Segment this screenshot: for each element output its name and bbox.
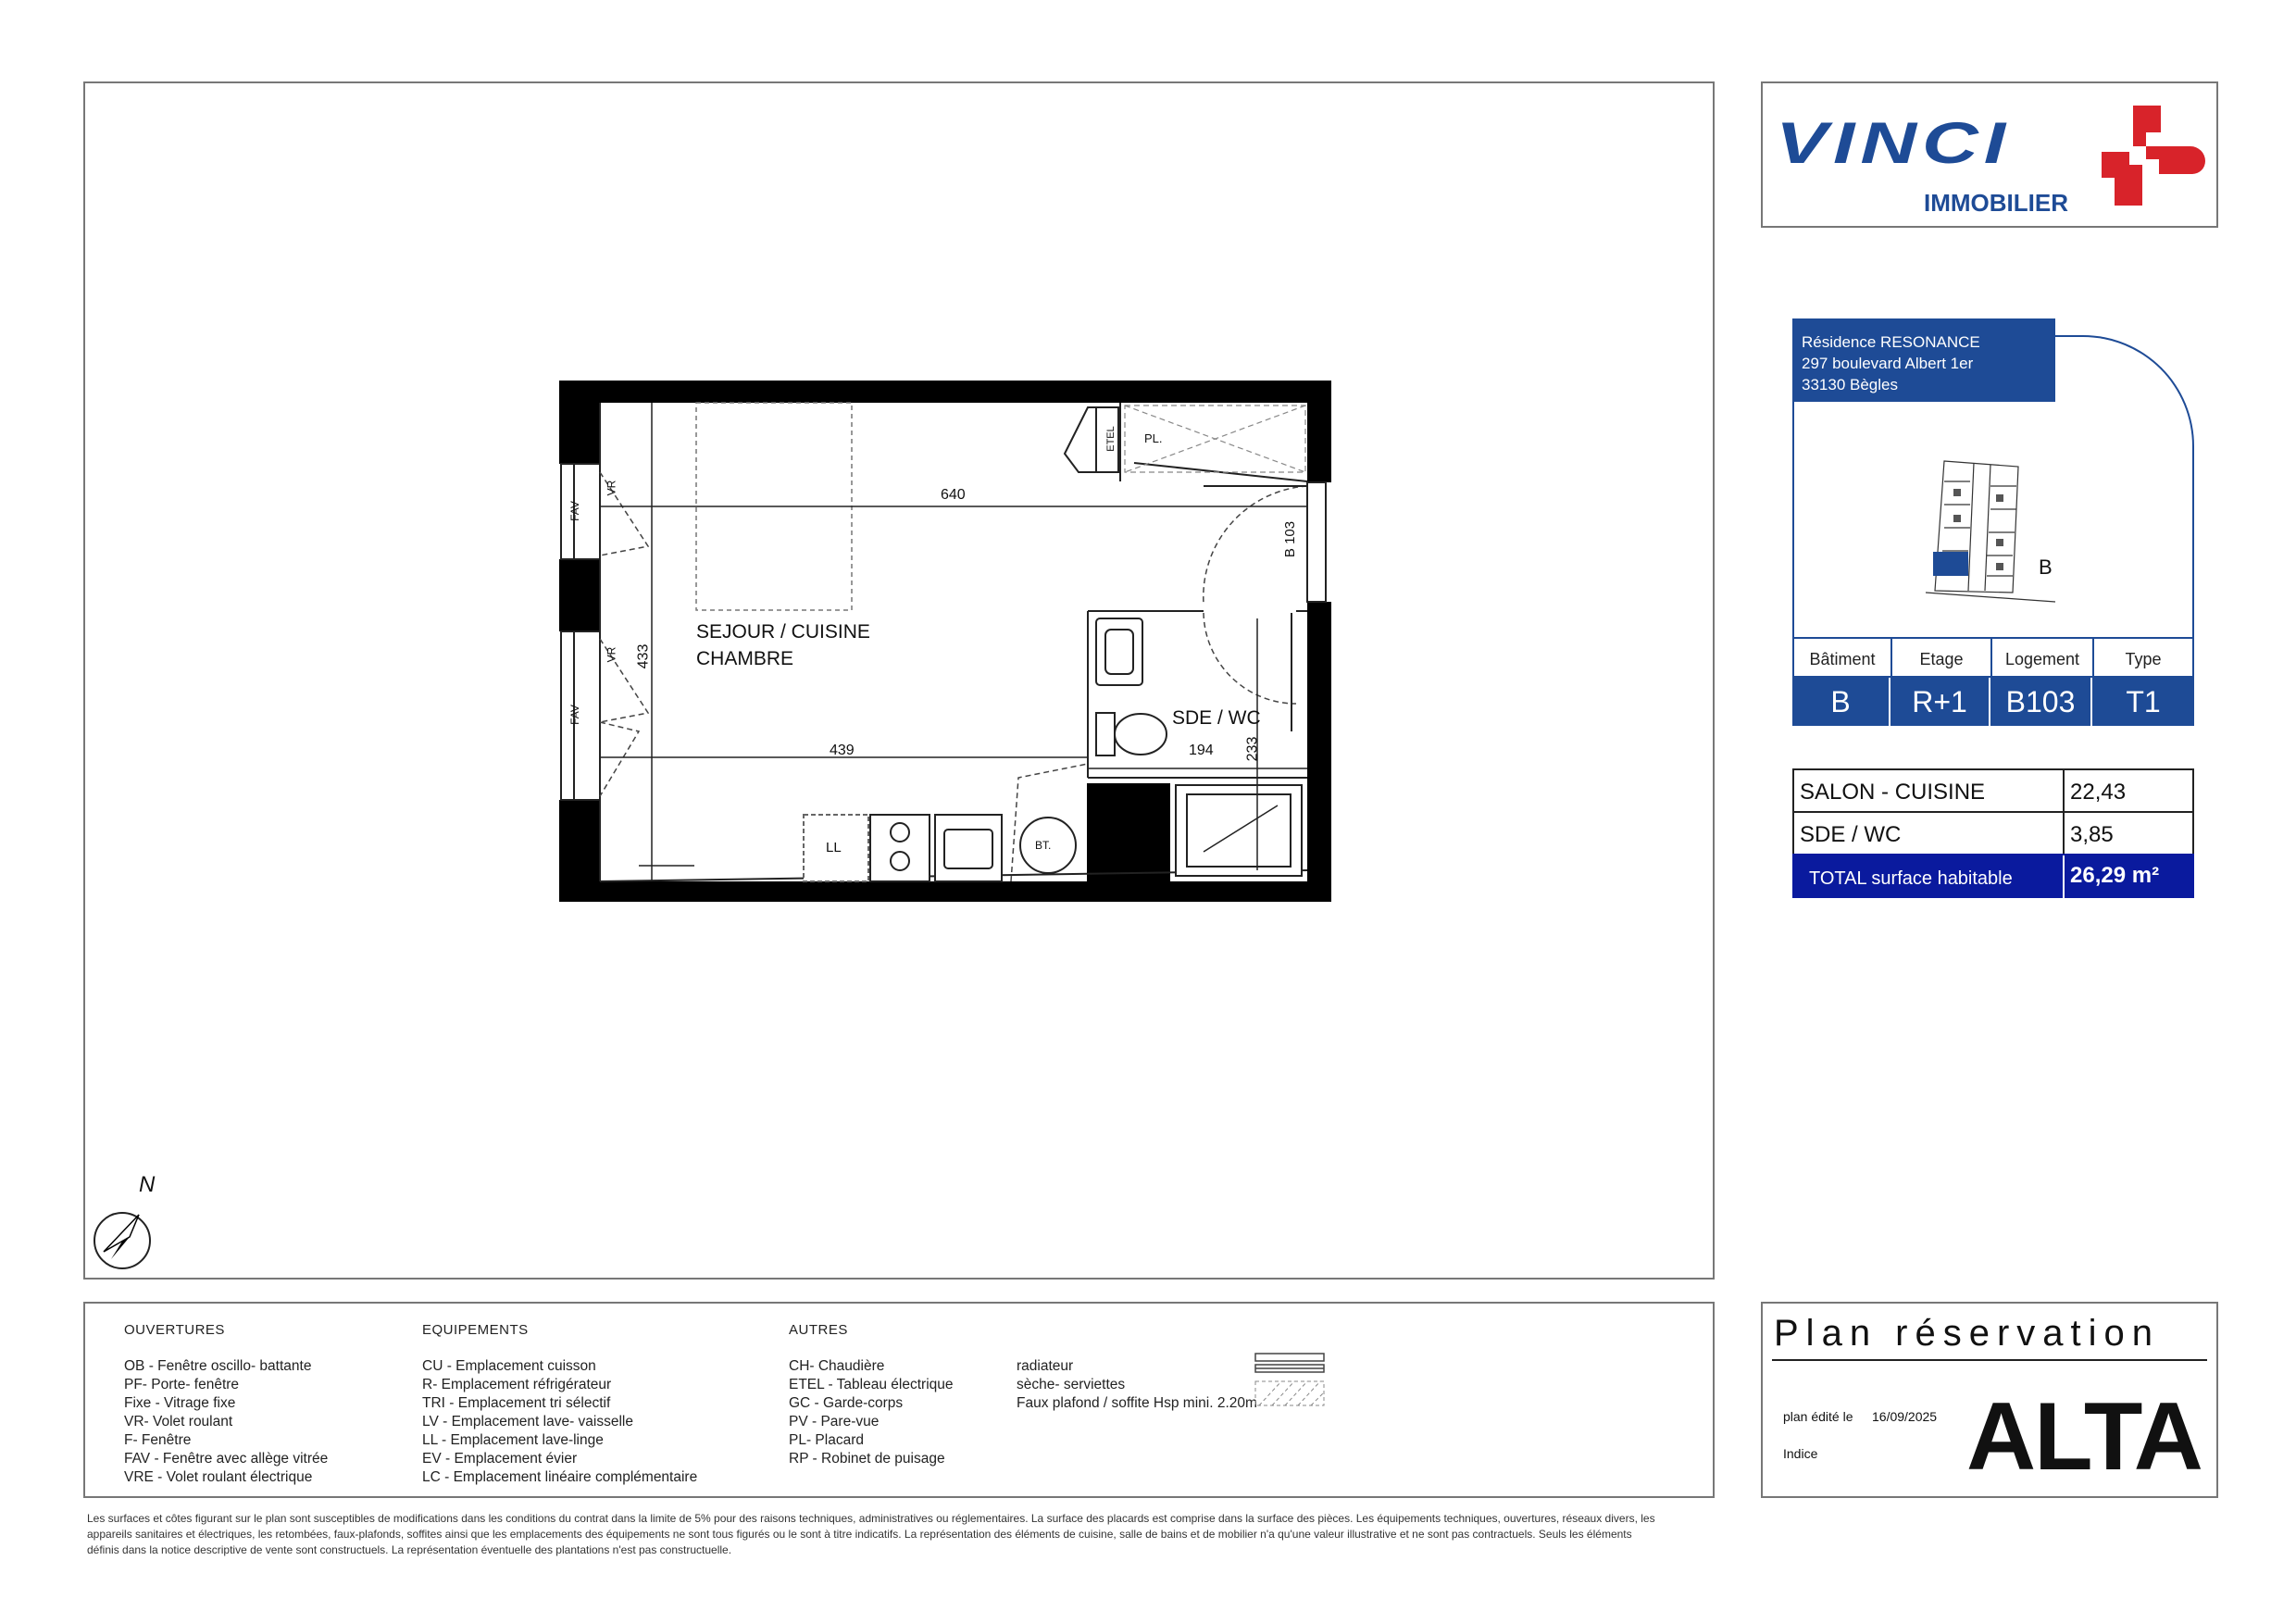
residence-street: 297 boulevard Albert 1er [1802,355,1974,372]
lave-linge-label: LL [826,840,842,855]
meta-header-type: Type [2092,637,2194,678]
legend-symbol-icons [1254,1352,1328,1411]
dim-width-lower: 439 [830,743,855,758]
wall-bottom [559,881,1331,902]
legend-item: RP - Robinet de puisage [789,1451,945,1467]
meta-value-batiment: B [1792,678,1890,726]
towel-dryer-icon [1255,1365,1324,1372]
meta-header-batiment: Bâtiment [1792,637,1890,678]
dim-height-main: 433 [635,643,652,669]
brand-logo-text: VINCI [1776,109,2012,176]
title-underline [1772,1359,2207,1361]
door-label: B 103 [1282,520,1299,558]
false-ceiling-icon [1255,1381,1324,1405]
legend-item: OB - Fenêtre oscillo- battante [124,1358,312,1374]
meta-header-logement: Logement [1990,637,2092,678]
edited-label: plan édité le [1783,1409,1853,1424]
legend-item: PF- Porte- fenêtre [124,1377,240,1392]
legend-equipements-list [422,1357,697,1487]
legend-item: EV - Emplacement évier [422,1451,578,1467]
edited-date: 16/09/2025 [1872,1409,1938,1424]
project-name: ALTA [1966,1383,2202,1491]
legend-autres-title: AUTRES [789,1322,848,1338]
residence-name: Résidence RESONANCE [1802,333,1980,351]
legend-item: FAV - Fenêtre avec allège vitrée [124,1451,329,1467]
room-main-line2: CHAMBRE [696,648,794,669]
surface-label: SDE / WC [1800,822,1902,847]
legend-item: radiateur [1017,1358,1074,1374]
meta-value-etage: R+1 [1890,678,1990,726]
legend-item: Faux plafond / soffite Hsp mini. 2.20m [1017,1395,1257,1411]
wall-left-mid [559,559,600,631]
legal-disclaimer: Les surfaces et côtes figurant sur le plan sont susceptibles de modifications dans les conditions du contrat dans la limite de 5% pour des raisons techniques, administratives ou réglementaires. La surface des placards est comprise dans la surface des pièces. Les équipements techniques, ouvertures, réseaux divers, les appareils sanitaires et électriques, les retombées, faux-plafonds, soffites ainsi que les emplacements des équipements ne sont tous figurés ou le sont à titre indicatifs. La représentation des éléments de cuisine, salle de bains et de mobilier n'a qu'une valeur illustrative et ne sont pas contractuels. Seuls les éléments définis dans la notice descriptive de vente sont constructuels. La représentation éventuelle des plantations n'est pas constructuelle. [87,1512,1655,1556]
indice-label: Indice [1783,1446,1818,1461]
legend-item: PV - Pare-vue [789,1414,880,1429]
meta-value-logement: B103 [1990,678,2092,726]
legend-symbols-list [1017,1357,1257,1413]
legend-item: GC - Garde-corps [789,1395,904,1411]
legend-equipements-title: EQUIPEMENTS [422,1322,529,1338]
legend-item: LV - Emplacement lave- vaisselle [422,1414,633,1429]
dim-bath-height: 233 [1244,736,1261,762]
window-vr-bottom: VR [605,646,618,663]
window-fav-top: FAV [568,501,581,521]
legend-item: PL- Placard [789,1432,864,1448]
radiator-icon [1255,1354,1324,1361]
etel-label: ETEL [1104,426,1117,452]
dim-width-full: 640 [941,487,966,503]
residence-address-block [1792,318,2055,402]
dim-bath-width: 194 [1189,743,1214,758]
unit-highlight [1933,552,1968,576]
legend-item: LC - Emplacement linéaire complémentaire [422,1469,698,1485]
placard-label: PL. [1144,431,1163,445]
legend-item: LL - Emplacement lave-linge [422,1432,604,1448]
building-site-plan [1916,454,2055,611]
ballon-label: BT. [1035,839,1052,852]
residence-city: 33130 Bègles [1802,376,1898,393]
surface-total-value: 26,29 m² [2070,863,2160,888]
surface-value: 3,85 [2070,822,2114,847]
surface-label: SALON - CUISINE [1800,780,1986,805]
vinci-cross-icon [2096,100,2211,209]
window-vr-top: VR [605,480,618,496]
surface-total-label: TOTAL surface habitable [1809,868,2013,889]
legend-autres-list [789,1357,954,1468]
plan-title: Plan réservation [1774,1313,2161,1354]
building-marker: B [2039,556,2053,579]
legend-ouvertures-list [124,1357,328,1487]
legend-ouvertures-title: OUVERTURES [124,1322,225,1338]
surface-row-sde [1792,811,2194,855]
wall-left-top [559,381,600,464]
legend-item: TRI - Emplacement tri sélectif [422,1395,611,1411]
legend-item: CH- Chaudière [789,1358,885,1374]
wall-right-bottom [1307,602,1331,902]
window-fav-bottom: FAV [568,705,581,725]
compass-icon [94,1213,150,1268]
legend-item: ETEL - Tableau électrique [789,1377,954,1392]
brand-logo-sub: IMMOBILIER [1924,189,2068,217]
legend-item: sèche- serviettes [1017,1377,1126,1392]
legend-item: Fixe - Vitrage fixe [124,1395,236,1411]
legend-item: CU - Emplacement cuisson [422,1358,596,1374]
wall-top [559,381,1331,403]
legend-item: VRE - Volet roulant électrique [124,1469,313,1485]
wall-right-top [1307,381,1331,482]
legend-item: F- Fenêtre [124,1432,192,1448]
surface-value: 22,43 [2070,780,2127,805]
meta-header-etage: Etage [1890,637,1990,678]
surface-row-salon [1792,768,2194,813]
legend-item: R- Emplacement réfrigérateur [422,1377,612,1392]
surface-row-total [1792,854,2194,898]
wall-bath-dark [1087,783,1170,881]
legend-item: VR- Volet roulant [124,1414,233,1429]
compass-north-label: N [139,1172,156,1197]
meta-value-type: T1 [2092,678,2194,726]
room-main-line1: SEJOUR / CUISINE [696,621,870,643]
room-bath: SDE / WC [1172,707,1261,729]
